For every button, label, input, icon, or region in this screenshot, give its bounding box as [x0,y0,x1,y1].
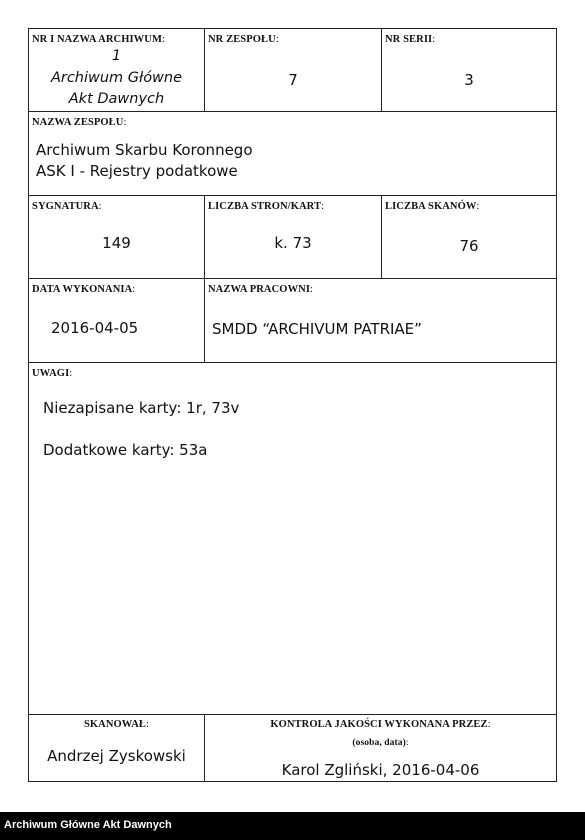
signature-label: SYGNATURA: [32,201,102,212]
quality-control-value: Karol Zgliński, 2016-04-06 [281,761,480,779]
divider-col-b-row1 [381,29,382,111]
archive-number: 1 [111,48,122,64]
series-number-value: 3 [464,71,474,89]
divider-row-2 [29,195,556,196]
quality-control-label: KONTROLA JAKOŚCI WYKONANA PRZEZ: [270,719,491,730]
scans-count-value: 76 [459,237,479,255]
divider-row-1 [29,111,556,112]
divider-row-3 [29,278,556,279]
workshop-label: NAZWA PRACOWNI: [208,284,314,295]
fonds-name-line2: ASK I - Rejestry podatkowe [36,162,238,180]
remarks-line2: Dodatkowe karty: 53a [43,441,208,459]
date-made-value: 2016-04-05 [51,319,139,337]
remarks-label: UWAGI: [32,368,73,379]
divider-row-4 [29,362,556,363]
divider-col-a-row4 [204,278,205,362]
scanned-by-value: Andrzej Zyskowski [47,747,186,765]
remarks-line1: Niezapisane karty: 1r, 73v [43,399,240,417]
divider-row-5 [29,714,556,715]
quality-control-sublabel: (osoba, data): [352,738,409,748]
series-number-label: NR SERII: [385,34,436,45]
archive-label: NR I NAZWA ARCHIWUM: [32,34,165,45]
fonds-name-label: NAZWA ZESPOŁU: [32,117,127,128]
archive-name-line1: Archiwum Główne [50,70,183,86]
archive-name-line2: Akt Dawnych [68,91,165,107]
date-made-label: DATA WYKONANIA: [32,284,136,295]
fonds-number-value: 7 [288,71,298,89]
signature-value: 149 [102,234,131,252]
scanned-by-label: SKANOWAŁ: [83,719,150,730]
fonds-name-line1: Archiwum Skarbu Koronnego [36,141,253,159]
divider-col-a-row1 [204,29,205,111]
workshop-value: SMDD “ARCHIVUM PATRIAE” [212,320,422,338]
pages-count-label: LICZBA STRON/KART: [208,201,325,212]
footer-bar [0,812,585,840]
pages-count-value: k. 73 [274,234,312,252]
scans-count-label: LICZBA SKANÓW: [385,201,480,212]
archive-record-card [28,28,557,782]
fonds-number-label: NR ZESPOŁU: [208,34,279,45]
footer-text: Archiwum Główne Akt Dawnych [4,819,172,831]
